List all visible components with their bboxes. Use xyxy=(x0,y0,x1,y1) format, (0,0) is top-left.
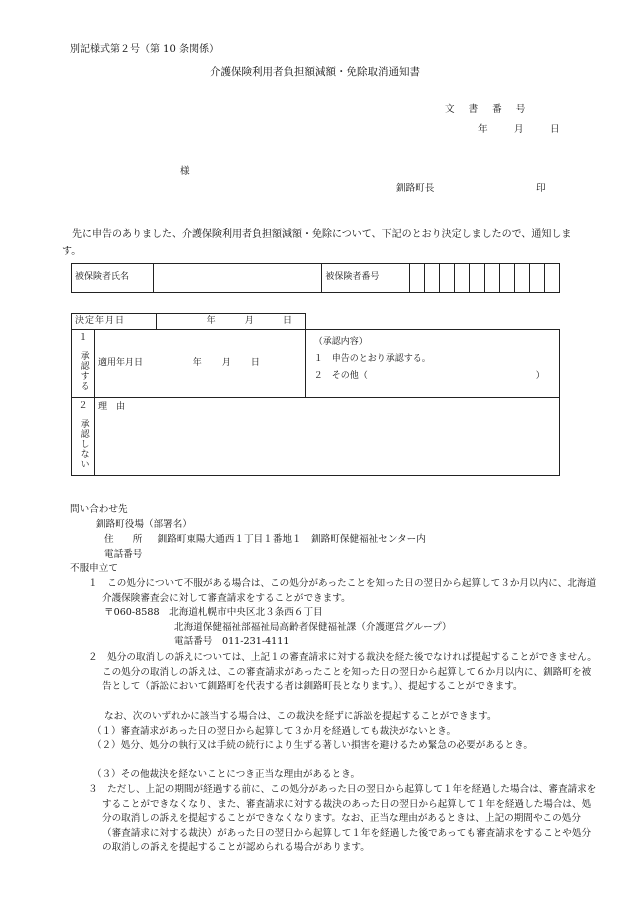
apply-date-cell[interactable] xyxy=(95,330,306,398)
reason-cell[interactable] xyxy=(95,398,560,476)
approval-content-cell xyxy=(305,330,559,398)
contact-heading: 問い合わせ先 xyxy=(70,504,128,515)
decision-blank xyxy=(305,314,559,330)
insured-number-digit[interactable] xyxy=(440,264,455,293)
insured-number-digit[interactable] xyxy=(425,264,440,293)
appeal-paragraph-2-note: なお、次のいずれかに該当する場合は、この裁決を経ずに訴訟を提起することができます。 xyxy=(104,711,497,722)
appeal-paragraph-1: １ この処分について不服がある場合は、この処分があったことを知った日の翌日から起算して３か月以内に、北海道介護保険審査会に対して審査請求をすることができます。 xyxy=(88,578,597,604)
appeal-office-phone: 電話番号 011-231-4111 xyxy=(174,636,290,647)
contact-address-value: 釧路町東陽大通西１丁目１番地１ 釧路町保健福祉センター内 xyxy=(157,534,426,545)
insured-number-digit[interactable] xyxy=(544,264,559,293)
approve-row-header xyxy=(72,330,95,398)
approve-row-number: １ xyxy=(78,333,88,343)
decision-date-label: 決定年月日 xyxy=(72,314,157,330)
deny-row-header xyxy=(72,398,95,476)
date-month: 月 xyxy=(514,124,524,135)
deny-row-number: ２ xyxy=(78,401,88,411)
reason-label: 理 由 xyxy=(98,402,126,412)
decision-month: 月 xyxy=(244,315,254,326)
apply-month: 月 xyxy=(221,357,231,368)
insured-number-digit[interactable] xyxy=(455,264,470,293)
date-year: 年 xyxy=(478,124,488,135)
seal-mark: 印 xyxy=(536,183,546,194)
deny-row-label: 承認しない xyxy=(78,419,89,470)
insured-number-label: 被保険者番号 xyxy=(322,264,410,293)
appeal-item-1: （１）審査請求があった日の翌日から起算して３か月を経過しても裁決がないとき。 xyxy=(92,726,457,737)
apply-date-label: 適用年月日 xyxy=(98,357,144,368)
insured-number-digit[interactable] xyxy=(514,264,529,293)
apply-year: 年 xyxy=(192,357,202,368)
insured-name-label: 被保険者氏名 xyxy=(72,264,154,293)
apply-day: 日 xyxy=(250,357,260,368)
approval-heading: （承認内容） xyxy=(313,337,368,347)
date-day: 日 xyxy=(550,124,560,135)
insured-number-digit[interactable] xyxy=(410,264,425,293)
appeal-paragraph-2: ２ 処分の取消しの訴えについては、上記１の審査請求に対する裁決を経た後でなければ提起することができません。この処分の取消しの訴えは、この審査請求があったことを知った日の翌日から起算して６か月以内に、釧路町を被告として（訴訟において釧路町を代表する者は釧路町長となります。）、提起することができます。 xyxy=(88,652,597,692)
approval-item-2: ２ その他（ ） xyxy=(313,371,545,381)
decision-day: 日 xyxy=(282,315,292,326)
insured-number-digit[interactable] xyxy=(470,264,485,293)
contact-phone-label: 電話番号 xyxy=(104,549,143,560)
appeal-heading: 不服申立て xyxy=(70,563,118,574)
insured-number-digit[interactable] xyxy=(529,264,544,293)
appeal-office-dept: 北海道保健福祉部福祉局高齢者保健福祉課（介護運営グループ） xyxy=(174,622,452,633)
contact-address-label: 住 所 xyxy=(104,534,143,545)
approve-row-label: 承認する xyxy=(78,351,89,392)
insured-name-field[interactable] xyxy=(154,264,322,293)
intro-text: 先に申告のありました、介護保険利用者負担額減額・免除について、下記のとおり決定しましたので、通知します。 xyxy=(62,229,572,257)
decision-table xyxy=(71,313,560,476)
issuer-name: 釧路町長 xyxy=(396,183,435,194)
insured-table xyxy=(71,263,560,293)
addressee-suffix: 様 xyxy=(180,166,190,177)
decision-year: 年 xyxy=(206,315,216,326)
issue-date xyxy=(478,124,586,136)
page-title: 介護保険利用者負担額減額・免除取消通知書 xyxy=(210,66,420,78)
appeal-paragraph-3: ３ ただし、上記の期間が経過する前に、この処分があった日の翌日から起算して１年を経過した場合は、審査請求をすることができなくなり、また、審査請求に対する裁決のあった日の翌日から起算して１年を経過した場合は、処分の取消しの訴えを提起することができなくなります。なお、正当な理由があるときは、上記の期間やこの処分（審査請求に対する裁決）があった日の翌日から起算して１年を経過した後であっても審査請求をすることや処分の取消しの訴えを提起することが認められる場合があります。 xyxy=(88,784,597,853)
decision-date-field[interactable] xyxy=(156,314,305,330)
insured-number-digit[interactable] xyxy=(485,264,500,293)
form-number: 別記様式第２号（第 10 条関係） xyxy=(70,44,220,55)
document-number-label: 文書番号 xyxy=(445,104,540,115)
appeal-item-2: （２）処分、処分の執行又は手続の続行により生ずる著しい損害を避けるため緊急の必要があるとき。 xyxy=(92,740,533,751)
appeal-item-3: （３）その他裁決を経ないことにつき正当な理由があるとき。 xyxy=(92,769,361,780)
appeal-office-zip: 〒060-8588 北海道札幌市中央区北３条西６丁目 xyxy=(104,607,323,618)
insured-number-digit[interactable] xyxy=(499,264,514,293)
contact-office: 釧路町役場（部署名） xyxy=(96,519,192,530)
contact-address xyxy=(104,534,426,546)
approval-item-1: １ 申告のとおり承認する。 xyxy=(313,354,431,364)
